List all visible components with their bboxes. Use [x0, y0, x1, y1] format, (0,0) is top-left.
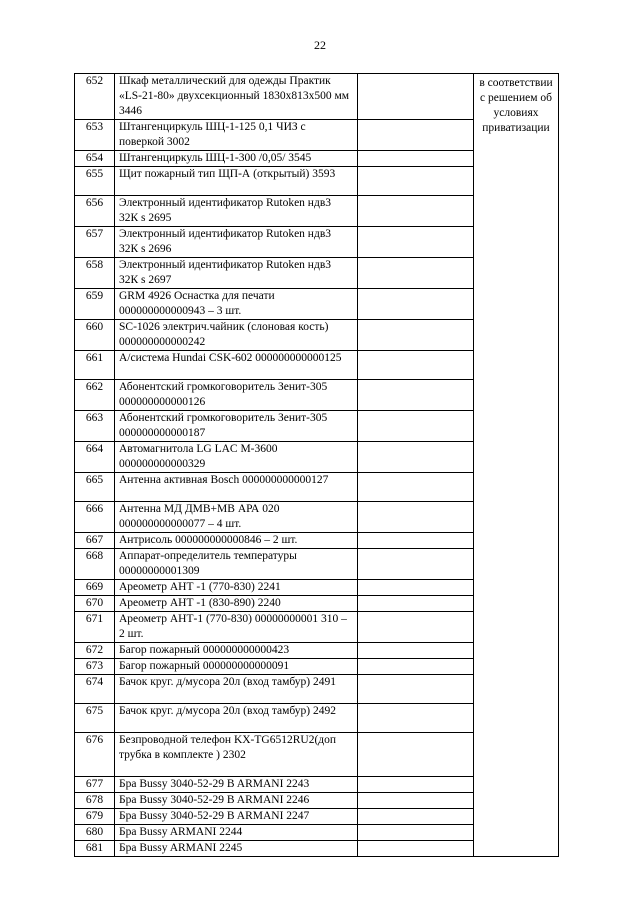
row-number: 679 — [75, 809, 115, 825]
item-name: Бра Bussy 3040-52-29 B ARMANI 2246 — [115, 793, 358, 809]
item-name: Аппарат-определитель температуры 00000000001309 — [115, 549, 358, 580]
row-number: 681 — [75, 841, 115, 857]
empty-cell — [358, 533, 474, 549]
item-name: Ареометр АНТ -1 (770-830) 2241 — [115, 580, 358, 596]
item-name: GRM 4926 Оснастка для печати 000000000000943 – 3 шт. — [115, 289, 358, 320]
empty-cell — [358, 167, 474, 196]
empty-cell — [358, 596, 474, 612]
empty-cell — [358, 659, 474, 675]
row-number: 653 — [75, 120, 115, 151]
empty-cell — [358, 320, 474, 351]
empty-cell — [358, 704, 474, 733]
empty-cell — [358, 380, 474, 411]
row-number: 675 — [75, 704, 115, 733]
item-name: Бра Bussy ARMANI 2245 — [115, 841, 358, 857]
privatization-note: в соответствии с решением об условиях приватизации — [474, 74, 559, 857]
item-name: Штангенциркуль ШЦ-1-300 /0,05/ 3545 — [115, 151, 358, 167]
row-number: 680 — [75, 825, 115, 841]
empty-cell — [358, 258, 474, 289]
row-number: 662 — [75, 380, 115, 411]
row-number: 655 — [75, 167, 115, 196]
row-number: 669 — [75, 580, 115, 596]
row-number: 667 — [75, 533, 115, 549]
item-name: Багор пожарный 000000000000091 — [115, 659, 358, 675]
empty-cell — [358, 809, 474, 825]
empty-cell — [358, 580, 474, 596]
empty-cell — [358, 196, 474, 227]
item-name: Штангенциркуль ШЦ-1-125 0,1 ЧИЗ с поверкой 3002 — [115, 120, 358, 151]
empty-cell — [358, 502, 474, 533]
empty-cell — [358, 777, 474, 793]
item-name: Бра Bussy ARMANI 2244 — [115, 825, 358, 841]
empty-cell — [358, 442, 474, 473]
item-name: Безпроводной телефон KX-TG6512RU2(доп трубка в комплекте ) 2302 — [115, 733, 358, 777]
empty-cell — [358, 643, 474, 659]
row-number: 661 — [75, 351, 115, 380]
empty-cell — [358, 793, 474, 809]
row-number: 654 — [75, 151, 115, 167]
row-number: 671 — [75, 612, 115, 643]
empty-cell — [358, 351, 474, 380]
empty-cell — [358, 74, 474, 120]
row-number: 668 — [75, 549, 115, 580]
item-name: Абонентский громкоговоритель Зенит-305 000000000000126 — [115, 380, 358, 411]
row-number: 660 — [75, 320, 115, 351]
item-name: SC-1026 электрич.чайник (слоновая кость) 000000000000242 — [115, 320, 358, 351]
item-name: Ареометр АНТ-1 (770-830) 00000000001 310 – 2 шт. — [115, 612, 358, 643]
row-number: 670 — [75, 596, 115, 612]
item-name: Бра Bussy 3040-52-29 B ARMANI 2243 — [115, 777, 358, 793]
row-number: 674 — [75, 675, 115, 704]
item-name: Электронный идентификатор Rutoken ндв3 32К s 2695 — [115, 196, 358, 227]
row-number: 678 — [75, 793, 115, 809]
empty-cell — [358, 411, 474, 442]
row-number: 664 — [75, 442, 115, 473]
empty-cell — [358, 289, 474, 320]
item-name: Автомагнитола LG LAC M-3600 000000000000329 — [115, 442, 358, 473]
item-name: Бачок круг. д/мусора 20л (вход тамбур) 2492 — [115, 704, 358, 733]
item-name: Бра Bussy 3040-52-29 B ARMANI 2247 — [115, 809, 358, 825]
empty-cell — [358, 120, 474, 151]
item-name: Щит пожарный тип ЩП-А (открытый) 3593 — [115, 167, 358, 196]
row-number: 658 — [75, 258, 115, 289]
item-name: Шкаф металлический для одежды Практик «LS-21-80» двухсекционный 1830х813х500 мм 3446 — [115, 74, 358, 120]
page-number: 22 — [314, 38, 326, 52]
item-name: Ареометр АНТ -1 (830-890) 2240 — [115, 596, 358, 612]
empty-cell — [358, 151, 474, 167]
item-name: Багор пожарный 000000000000423 — [115, 643, 358, 659]
inventory-table — [74, 73, 559, 857]
item-name: Электронный идентификатор Rutoken ндв3 32К s 2696 — [115, 227, 358, 258]
row-number: 663 — [75, 411, 115, 442]
row-number: 666 — [75, 502, 115, 533]
empty-cell — [358, 825, 474, 841]
row-number: 657 — [75, 227, 115, 258]
item-name: Антенна активная Bosch 000000000000127 — [115, 473, 358, 502]
row-number: 652 — [75, 74, 115, 120]
empty-cell — [358, 473, 474, 502]
row-number: 672 — [75, 643, 115, 659]
row-number: 665 — [75, 473, 115, 502]
item-name: Бачок круг. д/мусора 20л (вход тамбур) 2491 — [115, 675, 358, 704]
empty-cell — [358, 733, 474, 777]
empty-cell — [358, 549, 474, 580]
item-name: Электронный идентификатор Rutoken ндв3 32К s 2697 — [115, 258, 358, 289]
item-name: Абонентский громкоговоритель Зенит-305 000000000000187 — [115, 411, 358, 442]
item-name: А/система Hundai CSK-602 000000000000125 — [115, 351, 358, 380]
table-row — [75, 74, 559, 120]
empty-cell — [358, 612, 474, 643]
row-number: 659 — [75, 289, 115, 320]
row-number: 676 — [75, 733, 115, 777]
empty-cell — [358, 841, 474, 857]
empty-cell — [358, 227, 474, 258]
row-number: 673 — [75, 659, 115, 675]
item-name: Антрисоль 000000000000846 – 2 шт. — [115, 533, 358, 549]
empty-cell — [358, 675, 474, 704]
item-name: Антенна МД ДМВ+МВ АРА 020 000000000000077 – 4 шт. — [115, 502, 358, 533]
row-number: 656 — [75, 196, 115, 227]
row-number: 677 — [75, 777, 115, 793]
